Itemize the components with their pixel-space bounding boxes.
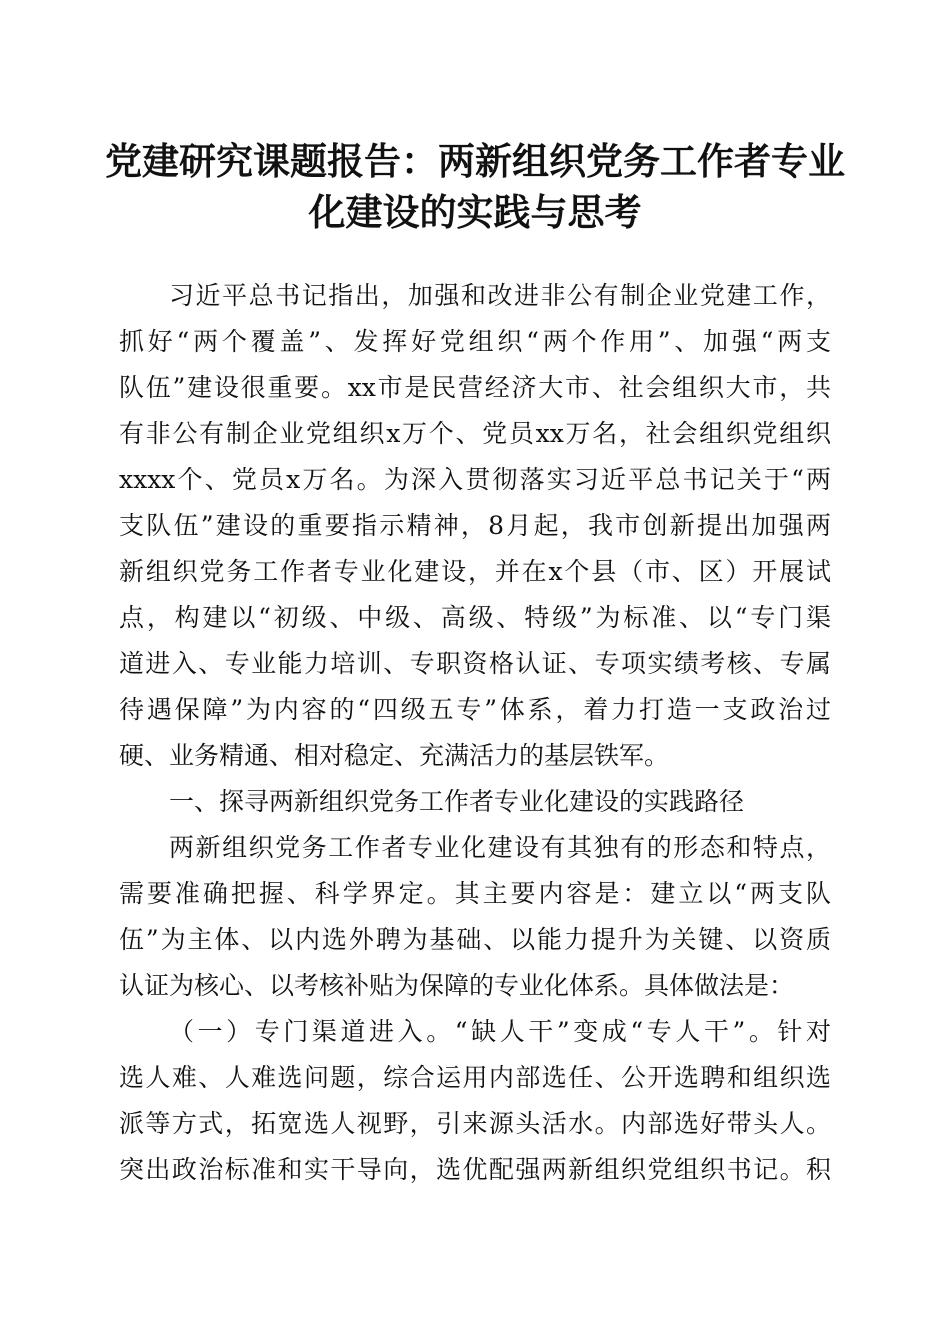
document-title-line-2: 化建设的实践与思考	[308, 190, 642, 234]
text-line: 抓好“两个覆盖”、发挥好党组织“两个作用”、加强“两支	[119, 327, 831, 356]
text-line: 支队伍”建设的重要指示精神，8月起，我市创新提出加强两	[119, 511, 831, 540]
text-line: 硬、业务精通、相对稳定、充满活力的基层铁军。	[119, 741, 670, 770]
document-title-line-1: 党建研究课题报告：两新组织党务工作者专业	[105, 139, 845, 183]
text-line: 习近平总书记指出，加强和改进非公有制企业党建工作，	[169, 281, 831, 310]
text-line: xxxx个、党员x万名。为深入贯彻落实习近平总书记关于“两	[119, 465, 831, 494]
text-line: 队伍”建设很重要。xx市是民营经济大市、社会组织大市，共	[119, 373, 831, 402]
section-heading: 一、探寻两新组织党务工作者专业化建设的实践路径	[169, 787, 745, 816]
text-line: （一）专门渠道进入。“缺人干”变成“专人干”。针对	[169, 1017, 831, 1046]
text-line: 选人难、人难选问题，综合运用内部选任、公开选聘和组织选	[119, 1063, 831, 1092]
text-line: 认证为核心、以考核补贴为保障的专业化体系。具体做法是：	[119, 971, 795, 1000]
text-line: 派等方式，拓宽选人视野，引来源头活水。内部选好带头人。	[119, 1109, 831, 1138]
text-line: 突出政治标准和实干导向，选优配强两新组织党组织书记。积	[119, 1155, 831, 1184]
text-line: 有非公有制企业党组织x万个、党员xx万名，社会组织党组织	[119, 419, 831, 448]
text-line: 待遇保障”为内容的“四级五专”体系，着力打造一支政治过	[119, 695, 831, 724]
text-line: 需要准确把握、科学界定。其主要内容是：建立以“两支队	[119, 879, 831, 908]
text-line: 伍”为主体、以内选外聘为基础、以能力提升为关键、以资质	[119, 925, 831, 954]
text-line: 新组织党务工作者专业化建设，并在x个县（市、区）开展试	[119, 557, 831, 586]
text-line: 点，构建以“初级、中级、高级、特级”为标准、以“专门渠	[119, 603, 831, 632]
text-line: 道进入、专业能力培训、专职资格认证、专项实绩考核、专属	[119, 649, 831, 678]
text-line: 两新组织党务工作者专业化建设有其独有的形态和特点，	[169, 833, 831, 862]
